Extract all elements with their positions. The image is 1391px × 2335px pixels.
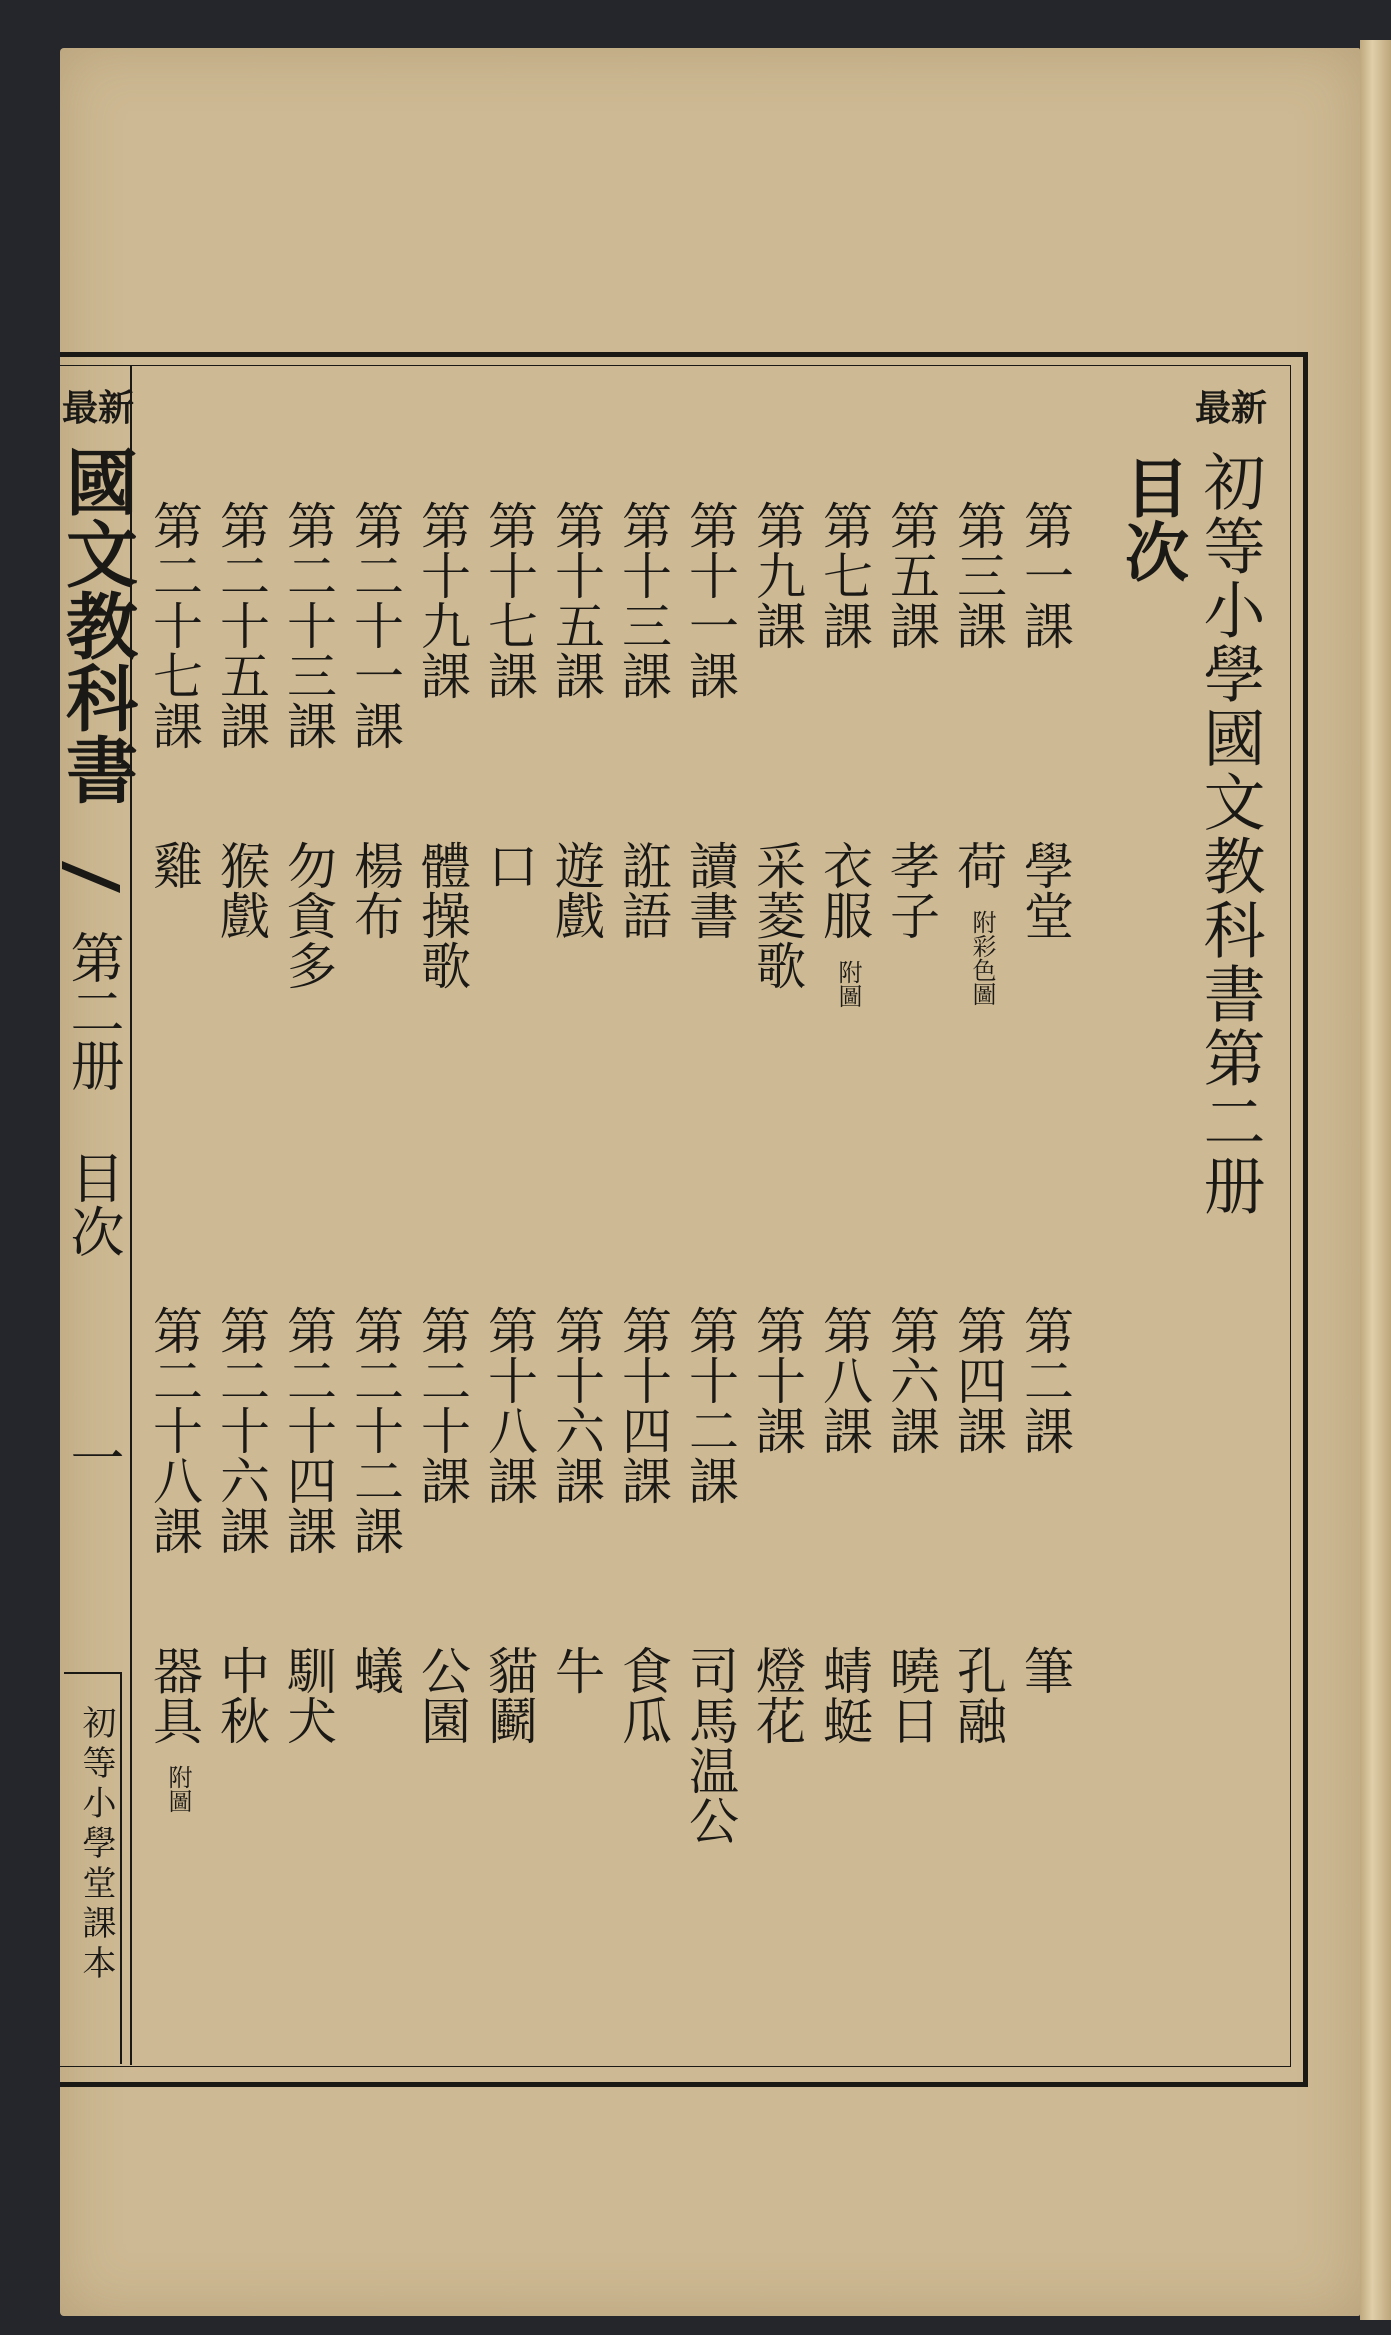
lesson-number: 第十九課 [413,500,471,700]
header-small-top: 最新 [1195,387,1268,429]
lesson-number: 第十二課 [681,1305,739,1505]
lesson-note: 附圖 [834,960,862,1008]
spine-volume: 第二册 [62,930,125,1092]
lesson-number: 第五課 [882,500,940,650]
lesson-number: 第二十四課 [279,1305,337,1555]
lesson-title: 公園 [413,1645,471,1745]
lesson-title: 牛 [547,1645,605,1695]
lesson-title: 讀書 [681,840,739,940]
spine-page-number: 一 [62,1430,125,1484]
lesson-title: 中秋 [212,1645,270,1745]
lesson-title: 曉日 [882,1645,940,1745]
lesson-number: 第二十一課 [346,500,404,750]
lesson-title: 誑語 [614,840,672,940]
lesson-number: 第一課 [1016,500,1074,650]
lesson-number: 第十一課 [681,500,739,700]
lesson-number: 第十四課 [614,1305,672,1505]
lesson-title: 蜻蜓 [815,1645,873,1745]
lesson-number: 第二十五課 [212,500,270,750]
lesson-number: 第八課 [815,1305,873,1455]
lesson-number: 第十八課 [480,1305,538,1505]
page-edge [1360,40,1391,2320]
lesson-title: 馴犬 [279,1645,337,1745]
lesson-title: 食瓜 [614,1645,672,1745]
spine-section: 目次 [62,1150,125,1258]
lesson-number: 第十課 [748,1305,806,1455]
spine-small-top: 最新 [62,387,135,429]
lesson-title: 學堂 [1016,840,1074,940]
lesson-title: 口 [480,840,538,890]
lesson-number: 第六課 [882,1305,940,1455]
lesson-number: 第七課 [815,500,873,650]
lesson-number: 第二十三課 [279,500,337,750]
lesson-number: 第三課 [949,500,1007,650]
lesson-title: 司馬温公 [681,1645,739,1845]
lesson-note: 附圖 [164,1765,192,1813]
lesson-title: 衣服 [815,840,873,940]
lesson-title: 荷 [949,840,1007,890]
lesson-number: 第十七課 [480,500,538,700]
lesson-title: 遊戲 [547,840,605,940]
lesson-note: 附彩色圖 [968,910,996,1006]
spine-bottom-label: 初等小學堂課本 [76,1705,116,1985]
lesson-number: 第二十七課 [145,500,203,750]
lesson-number: 第十三課 [614,500,672,700]
lesson-title: 孔融 [949,1645,1007,1745]
lesson-number: 第二課 [1016,1305,1074,1455]
lesson-title: 筆 [1016,1645,1074,1695]
lesson-title: 孝子 [882,840,940,940]
lesson-number: 第二十二課 [346,1305,404,1555]
lesson-title: 燈花 [748,1645,806,1745]
lesson-title: 楊布 [346,840,404,940]
contents-heading: 目次 [1114,455,1189,583]
lesson-number: 第九課 [748,500,806,650]
lesson-number: 第四課 [949,1305,1007,1455]
lesson-number: 第二十課 [413,1305,471,1505]
lesson-title: 采菱歌 [748,840,806,990]
lesson-title: 猴戲 [212,840,270,940]
spine-title: 國文教科書 [54,445,139,805]
lesson-title: 體操歌 [413,840,471,990]
lesson-number: 第十五課 [547,500,605,700]
fishtail-mark [60,855,122,895]
lesson-title: 貓鬬 [480,1645,538,1745]
book-title: 初等小學國文教科書第二册 [1193,450,1266,1218]
lesson-title: 雞 [145,840,203,890]
lesson-number: 第十六課 [547,1305,605,1505]
lesson-title: 器具 [145,1645,203,1745]
lesson-title: 勿貪多 [279,840,337,990]
lesson-number: 第二十八課 [145,1305,203,1555]
lesson-number: 第二十六課 [212,1305,270,1555]
lesson-title: 蟻 [346,1645,404,1695]
